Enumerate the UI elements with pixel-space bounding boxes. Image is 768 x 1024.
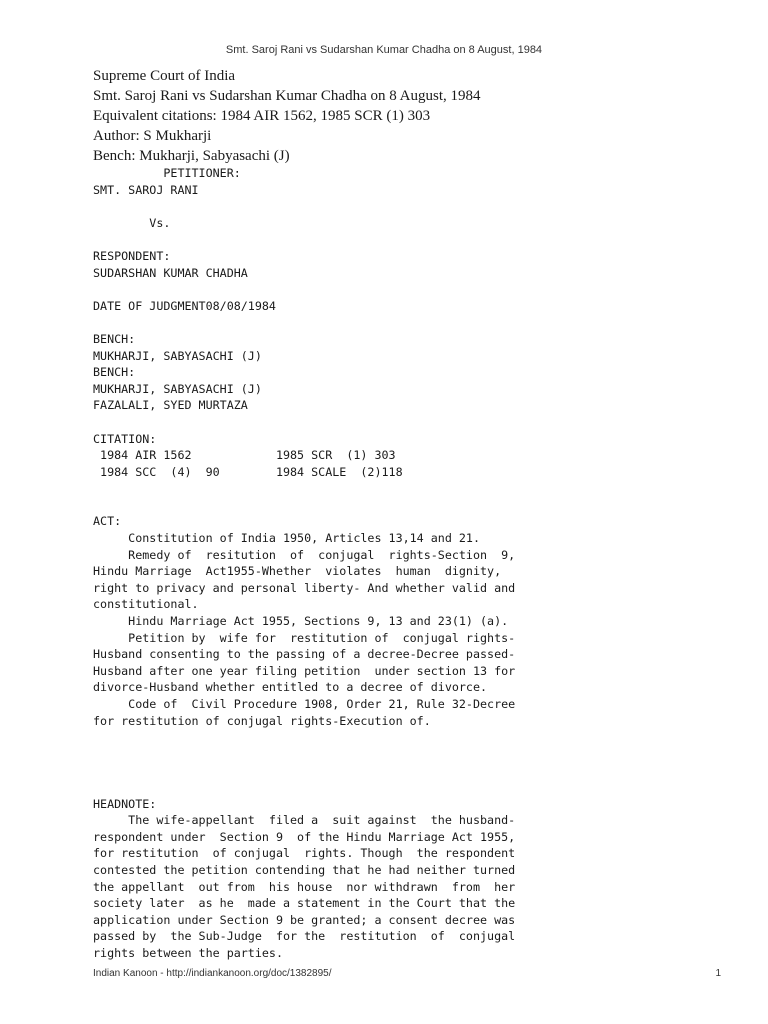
author: Author: S Mukharji (93, 128, 212, 144)
court-name: Supreme Court of India (93, 68, 236, 84)
footer-source-link[interactable]: Indian Kanoon - http://indiankanoon.org/doc/1382895/ (93, 968, 332, 979)
page-number: 1 (715, 968, 721, 979)
running-header: Smt. Saroj Rani vs Sudarshan Kumar Chadha on 8 August, 1984 (225, 44, 543, 56)
judgment-body-text: PETITIONER: SMT. SAROJ RANI Vs. RESPONDENT: SUDARSHAN KUMAR CHADHA DATE OF JUDGMENT08/08/1984 BENCH: MUKHARJI, SABYASACHI (J) BENCH: MUKHARJI, SABYASACHI (J) FAZALALI, SYED MURTAZA CITATION: 1984 AIR 1562 1985 SCR (1) 303 1984 SCC (4) 90 1984 SCALE (2)118 ACT: Constitution of India 1950, Articles 13,14 and 21. Remedy of resitution of conjugal rights-Section 9, Hindu Marriage Act1955-Whether violates human dignity, right to privacy and personal liberty- And whether valid and constitutional. Hindu Marriage Act 1955, Sections 9, 13 and 23(1) (a). Petition by wife for restitution of conjugal rights- Husband consenting to the passing of a decree-Decree passed- Husband after one year filing petition under section 13 for divorce-Husband whether entitled to a decree of divorce. Code of Civil Procedure 1908, Order 21, Rule 32-Decree for restitution of conjugal rights-Execution of. HEADNOTE: The wife-appellant filed a suit against the husband- respondent under Section 9 of the Hindu Marriage Act 1955, for restitution of conjugal rights. Though the respondent contested the petition contending that he had neither turned the appellant out from his house nor withdrawn from her society later as he made a statement in the Court that the application under Section 9 be granted; a consent decree was passed by the Sub-Judge for the restitution of conjugal rights between the parties. (93, 166, 516, 960)
case-title: Smt. Saroj Rani vs Sudarshan Kumar Chadha on 8 August, 1984 (93, 88, 481, 104)
bench: Bench: Mukharji, Sabyasachi (J) (93, 148, 290, 164)
document-meta (93, 66, 480, 166)
equivalent-citations: Equivalent citations: 1984 AIR 1562, 1985 SCR (1) 303 (93, 108, 431, 124)
